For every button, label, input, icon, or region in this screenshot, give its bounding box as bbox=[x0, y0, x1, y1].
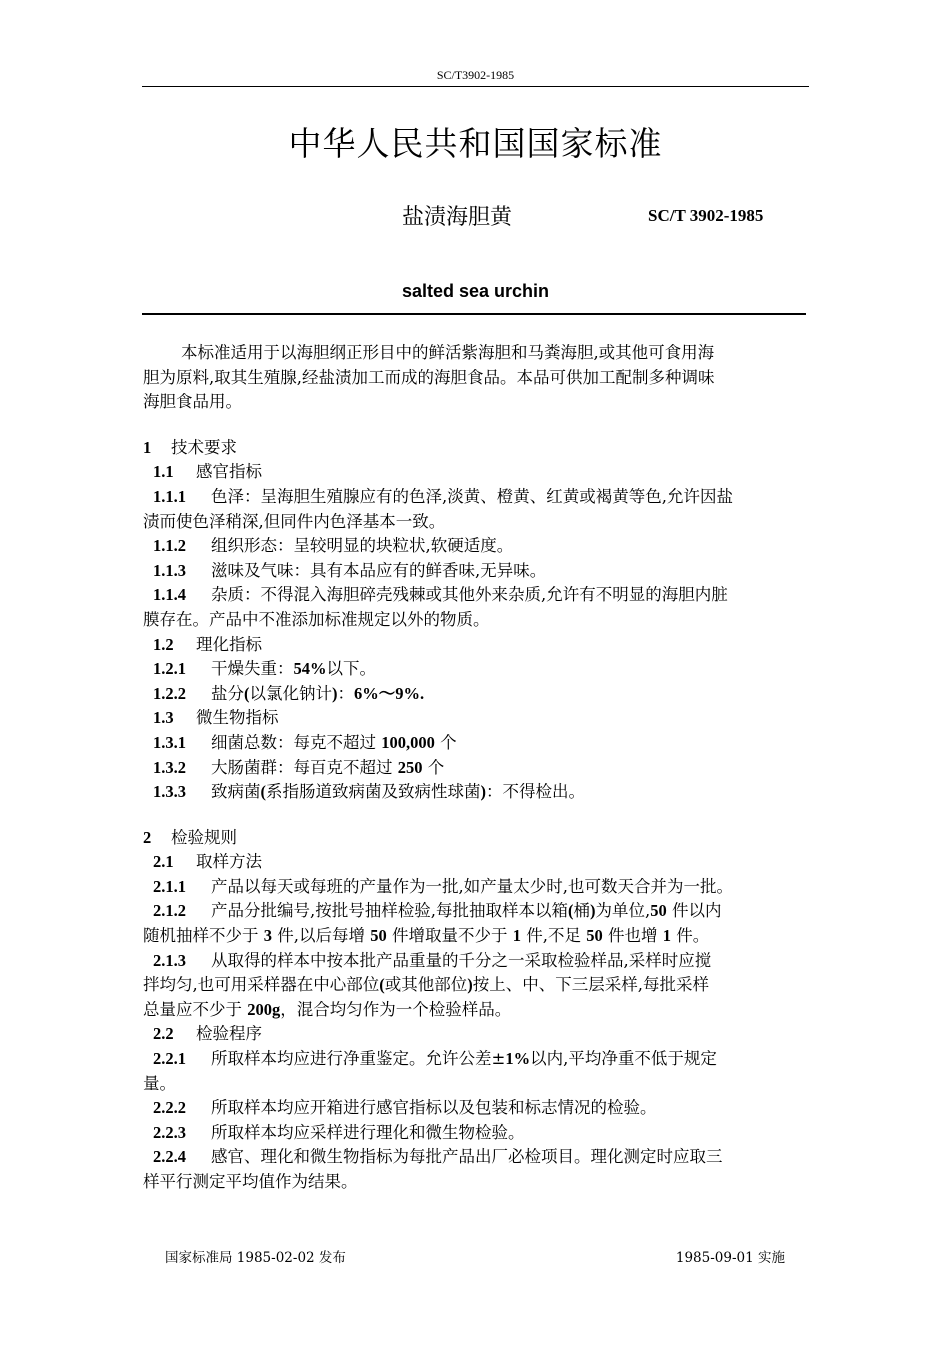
body-text bbox=[143, 341, 808, 1195]
subsection-heading: 2.1 取样方法 bbox=[153, 852, 262, 872]
effective-date: 1985-09-01 实施 bbox=[675, 1250, 785, 1266]
clause-continuation: 量。 bbox=[143, 1073, 176, 1093]
header-rule bbox=[142, 86, 809, 87]
running-header: SC/T3902-1985 bbox=[436, 68, 515, 82]
clause: 1.1.3 滋味及气味：具有本品应有的鲜香味,无异味。 bbox=[153, 560, 547, 580]
clause: 2.1.1 产品以每天或每班的产量作为一批,如产量太少时,也可数天合并为一批。 bbox=[153, 876, 733, 896]
clause: 2.2.1 所取样本均应进行净重鉴定。允许公差±1%以内,平均净重不低于规定 bbox=[153, 1049, 717, 1069]
subsection-heading: 1.1 感官指标 bbox=[153, 462, 262, 482]
english-title: salted sea urchin bbox=[401, 281, 550, 301]
clause-continuation: 渍而使色泽稍深,但同件内色泽基本一致。 bbox=[143, 511, 446, 531]
issue-date: 国家标准局 1985-02-02 发布 bbox=[165, 1250, 346, 1266]
subsection-heading: 1.3 微生物指标 bbox=[153, 708, 279, 728]
title-rule bbox=[142, 313, 806, 315]
standard-code: SC/T 3902-1985 bbox=[648, 206, 764, 225]
clause: 1.2.1 干燥失重：54%以下。 bbox=[153, 659, 376, 679]
main-title: 中华人民共和国国家标准 bbox=[288, 124, 663, 163]
intro-line: 海胆食品用。 bbox=[143, 392, 242, 412]
section-heading: 2 检验规则 bbox=[143, 827, 237, 847]
clause: 2.1.2 产品分批编号,按批号抽样检验,每批抽取样本以箱(桶)为单位,50 件以内 bbox=[153, 901, 722, 921]
clause: 1.1.2 组织形态：呈较明显的块粒状,软硬适度。 bbox=[153, 536, 514, 556]
standard-name: 盐渍海胆黄 bbox=[402, 205, 513, 230]
clause: 1.1.4 杂质：不得混入海胆碎壳残棘或其他外来杂质,允许有不明显的海胆内脏 bbox=[153, 585, 728, 605]
intro-line: 本标准适用于以海胆纲正形目中的鲜活紫海胆和马粪海胆,或其他可食用海 bbox=[180, 343, 715, 362]
clause: 1.2.2 盐分(以氯化钠计)：6%～9%. bbox=[153, 683, 425, 703]
clause: 2.2.4 感官、理化和微生物指标为每批产品出厂必检项目。理化测定时应取三 bbox=[153, 1147, 723, 1167]
subsection-heading: 1.2 理化指标 bbox=[153, 634, 262, 654]
clause-continuation: 拌均匀,也可用采样器在中心部位(或其他部位)按上、中、下三层采样,每批采样 bbox=[143, 975, 709, 995]
clause: 2.2.3 所取样本均应采样进行理化和微生物检验。 bbox=[153, 1122, 525, 1142]
clause: 1.1.1 色泽：呈海胆生殖腺应有的色泽,淡黄、橙黄、红黄或褐黄等色,允许因盐 bbox=[153, 486, 733, 506]
clause-continuation: 随机抽样不少于 3 件,以后每增 50 件增取量不少于 1 件,不足 50 件也增 1 件。 bbox=[143, 926, 710, 946]
clause-continuation: 总量应不少于 200g，混合均匀作为一个检验样品。 bbox=[143, 999, 512, 1019]
clause: 2.1.3 从取得的样本中按本批产品重量的千分之一采取检验样品,采样时应搅 bbox=[153, 950, 712, 970]
clause: 1.3.1 细菌总数：每克不超过 100,000 个 bbox=[153, 732, 457, 752]
clause-continuation: 样平行测定平均值作为结果。 bbox=[143, 1172, 358, 1191]
clause: 2.2.2 所取样本均应开箱进行感官指标以及包装和标志情况的检验。 bbox=[153, 1098, 657, 1118]
clause-continuation: 膜存在。产品中不准添加标准规定以外的物质。 bbox=[143, 609, 490, 629]
section-heading: 1 技术要求 bbox=[143, 437, 237, 457]
subsection-heading: 2.2 检验程序 bbox=[153, 1024, 262, 1044]
clause: 1.3.2 大肠菌群：每百克不超过 250 个 bbox=[153, 757, 445, 777]
clause: 1.3.3 致病菌(系指肠道致病菌及致病性球菌)：不得检出。 bbox=[153, 782, 585, 802]
intro-line: 胆为原料,取其生殖腺,经盐渍加工而成的海胆食品。本品可供加工配制多种调味 bbox=[143, 367, 715, 387]
